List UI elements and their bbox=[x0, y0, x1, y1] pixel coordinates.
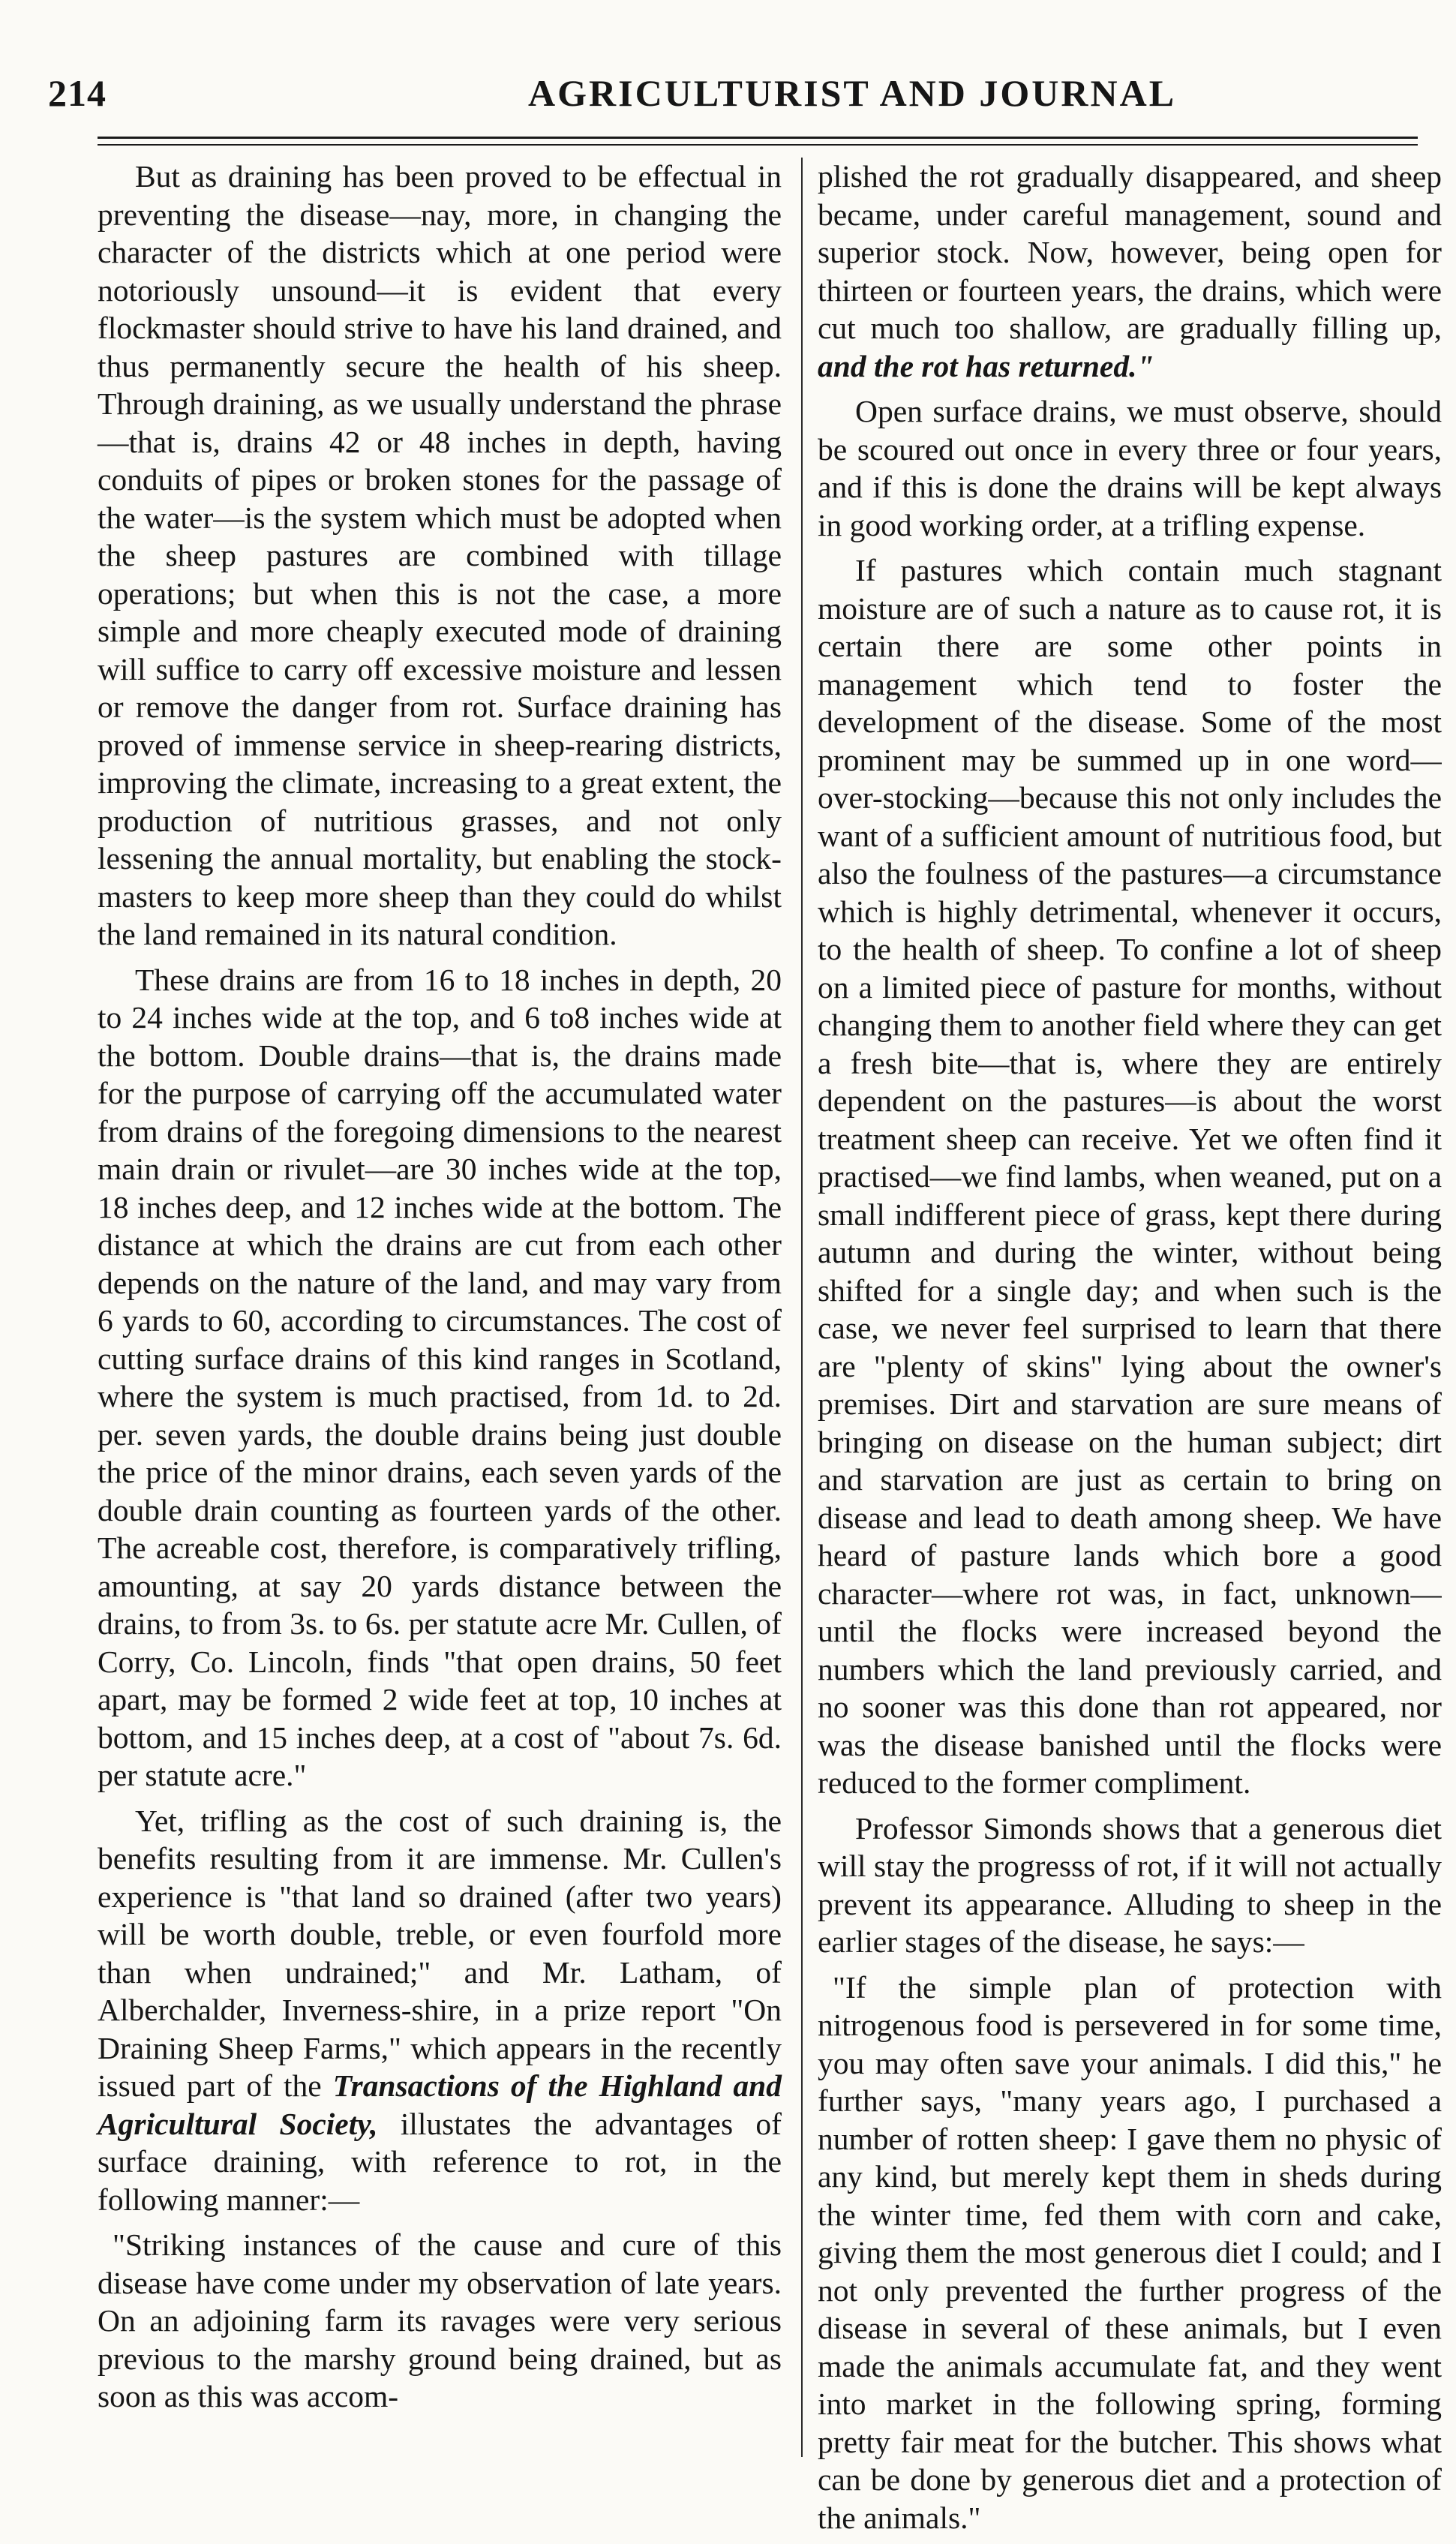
paragraph: These drains are from 16 to 18 inches in depth, 20 to 24 inches wide at the top, and 6 to8 inches wide at the bottom. Double drains—that is, the drains made for the purpose of carrying off the accumulated water from drains of the foregoing dimensions to the nearest main drain or rivulet—are 30 inches wide at the top, 18 inches deep, and 12 inches wide at the bottom. The distance at which the drains are cut from each other depends on the nature of the land, and may vary from 6 yards to 60, according to circumstances. The cost of cutting surface drains of this kind ranges in Scotland, where the system is much practised, from 1d. to 2d. per. seven yards, the double drains being just double the price of the minor drains, each seven yards of the double drain counting as fourteen yards of the other. The acreable cost, therefore, is comparatively trifling, amounting, at say 20 yards distance between the drains, to from 3s. to 6s. per statute acre Mr. Cullen, of Corry, Co. Lincoln, finds "that open drains, 50 feet apart, may be formed 2 wide feet at top, 10 inches at bottom, and 15 inches deep, at a cost of "about 7s. 6d. per statute acre." bbox=[98, 962, 782, 1792]
emphasis-text: and the rot has returned." bbox=[818, 348, 1154, 383]
quoted-paragraph: "Striking instances of the cause and cure of this disease have come under my observation of late years. On an adjoining farm its ravages were very serious previous to the marshy ground being drained, but as soon as this was accom- bbox=[98, 2227, 782, 2413]
quoted-paragraph: "If the simple plan of protection with nitrogenous food is persevered in for some time, you may often save your animals. I did this," he further says, "many years ago, I purchased a number of rotten sheep: I gave them no physic of any kind, but merely kept them in sheds during the winter time, fed them with corn and cake, giving them the most generous diet I could; and I not only prevented the further progress of the disease in several of these animals, but I even made the animals accumulate fat, and they went into market in the following spring, forming pretty fair meat for the butcher. This shows what can be done by generous diet and a protection of the animals." bbox=[818, 1969, 1442, 2535]
page-number: 214 bbox=[48, 72, 107, 114]
header-rule-thin bbox=[98, 144, 1418, 146]
right-column bbox=[818, 158, 1442, 2544]
paragraph: If pastures which contain much stagnant moisture are of such a nature as to cause rot, it is certain there are some other points in management which tend to foster the development of the disease. Some of the most prominent may be summed up in one word—over-stocking—because this not only includes the want of a sufficient amount of nutritious food, but also the foulness of the pastures—a circumstance which is highly detrimental, whenever it occurs, to the health of sheep. To confine a lot of sheep on a limited piece of pasture for months, without changing them to another field where they can get a fresh bite—that is, where they are entirely dependent on the pastures—is about the worst treatment sheep can receive. Yet we often find it practised—we find lambs, when weaned, put on a small indifferent piece of grass, kept there during autumn and during the winter, without being shifted for a single day; and when such is the case, we never feel surprised to learn that there are "plenty of skins" lying about the owner's premises. Dirt and starvation are sure means of bringing on disease on the human subject; dirt and starvation are just as certain to bring on disease and lead to death among sheep. We have heard of pasture lands which bore a good character—where rot was, in fact, unknown—until the flocks were increased beyond the numbers which the land previously carried, and no sooner was this done than rot appeared, nor was the disease banished until the flocks were reduced to the former compliment. bbox=[818, 553, 1442, 1800]
paragraph bbox=[98, 1802, 782, 2219]
paragraph bbox=[818, 158, 1442, 385]
paragraph: Professor Simonds shows that a generous diet will stay the progresss of rot, if it will not actually prevent its appearance. Alluding to sheep in the earlier stages of the disease, he says:— bbox=[818, 1810, 1442, 1959]
paragraph: But as draining has been proved to be effectual in preventing the disease—nay, more, in changing the character of the districts which at one period were notoriously unsound—it is evident that every flockmaster should strive to have his land drained, and thus permanently secure the health of his sheep. Through draining, as we usually understand the phrase—that is, drains 42 or 48 inches in depth, having conduits of pipes or broken stones for the passage of the water—is the system which must be adopted when the sheep pastures are combined with tillage operations; but when this is not the case, a more simple and more cheaply executed mode of draining will suffice to carry off excessive moisture and lessen or remove the danger from rot. Surface draining has proved of immense service in sheep-rearing districts, improving the climate, increasing to a great extent, the production of nutritious grasses, and not only lessening the annual mortality, but enabling the stock-masters to keep more sheep than they could do whilst the land remained in its natural condition. bbox=[98, 159, 782, 951]
page-header bbox=[48, 71, 1391, 124]
column-divider bbox=[801, 158, 803, 2457]
text-run: plished the rot gradually disappeared, and sheep became, under careful management, sound and superior stock. Now, however, being open for thirteen or fourteen years, the drains, which were cut much too shallow, are gradually filling up, bbox=[818, 159, 1442, 345]
text-run: illustates the advantages of surface draining, with reference to rot, in the following manner:— bbox=[98, 2106, 782, 2217]
header-rule-thick bbox=[98, 137, 1418, 139]
publication-title: Transactions of the Highland and Agricultural Society, bbox=[98, 2068, 782, 2141]
left-column bbox=[98, 158, 782, 2423]
text-run: Yet, trifling as the cost of such draining is, the benefits resulting from it are immense. Mr. Cullen's experience is "that land so drained (after two years) will be worth double, treble, or even fourfold more than when undrained;" and Mr. Latham, of Alberchalder, Inverness-shire, in a prize report "On Draining Sheep Farms," which appears in the recently issued part of the bbox=[98, 1803, 782, 2103]
running-title: AGRICULTURIST AND JOURNAL bbox=[528, 72, 1177, 114]
paragraph: Open surface drains, we must observe, should be scoured out once in every three or four years, and if this is done the drains will be kept always in good working order, at a trifling expense. bbox=[818, 394, 1442, 542]
